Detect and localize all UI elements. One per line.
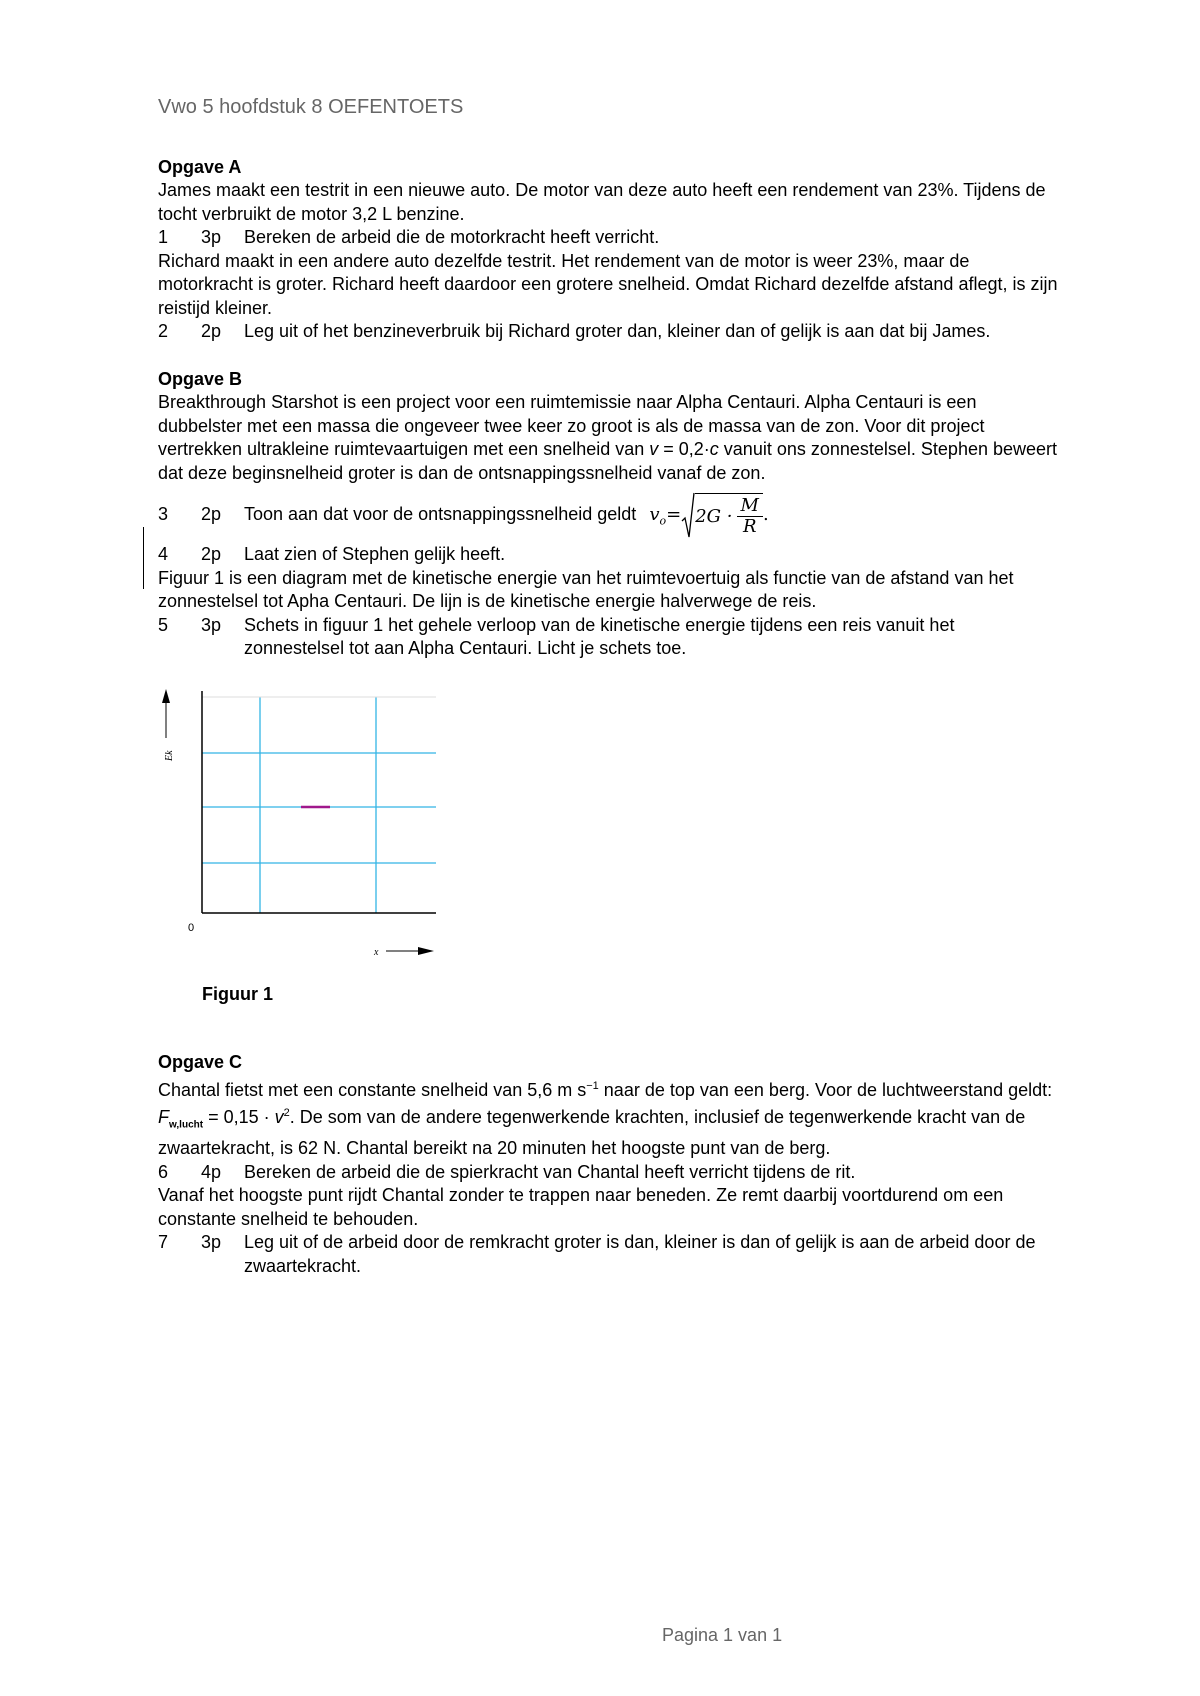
document-page [158,96,1058,1278]
question-4 [158,543,1058,567]
opgave-c-title: Opgave C [158,1052,243,1072]
question-3 [158,491,1058,539]
question-text: Leg uit of het benzineverbruik bij Richard groter dan, kleiner dan of gelijk is aan dat bij James. [244,321,991,341]
figure-caption: Figuur 1 [202,983,273,1004]
x-arrow-head [418,947,434,955]
question-6 [158,1161,1058,1185]
question-points: 2p [201,504,222,525]
question-text: Leg uit of de arbeid door de remkracht groter is dan, kleiner is dan of gelijk is aan de arbeid door de zwaartekracht. [244,1232,1036,1276]
question-number: 2 [158,321,169,341]
question-text: Bereken de arbeid die de spierkracht van Chantal heeft verricht tijdens de rit. [244,1161,856,1182]
question-5 [158,614,1058,661]
document-header: Vwo 5 hoofdstuk 8 OEFENTOETS [158,96,464,118]
question-points: 3p [201,227,222,247]
opgave-a-title: Opgave A [158,156,242,177]
question-points: 2p [201,321,222,341]
y-axis-label: Ek [164,749,175,761]
origin-label: 0 [188,921,195,934]
diagram-grid [202,697,436,913]
question-points: 3p [201,1232,222,1253]
opgave-a-middle-text: Richard maakt in een andere auto dezelfde testrit. Het rendement van de motor is weer 23%, maar de motorkracht is groter. Richard heeft daardoor een grotere snelheid. Omdat Richard dezelfde afstand aflegt, is zijn reistijd kleiner. [158,250,1058,318]
question-text: Laat zien of Stephen gelijk heeft. [244,544,506,564]
opgave-b-intro: Breakthrough Starshot is een project voor een ruimtemissie naar Alpha Centauri. Alpha Centauri is een dubbelster met een massa die ongeveer twee keer zo groot is als de massa van de zon. Voor dit project vertrekken ultrakleine ruimtevaartuigen met een snelheid van v = 0,2·c vanuit ons zonnestelsel. Stephen beweert dat deze beginsnelheid groter is dan de ontsnappingssnelheid vanaf de zon. [158,392,1058,483]
question-number: 1 [158,227,169,247]
question-points: 4p [201,1161,222,1182]
question-text: Schets in figuur 1 het gehele verloop van de kinetische energie tijdens een reis vanuit het zonnestelsel tot aan Alpha Centauri. Licht je schets toe. [244,614,955,658]
opgave-c-middle-text: Vanaf het hoogste punt rijdt Chantal zonder te trappen naar beneden. Ze remt daarbij voortdurend om een constante snelheid te behouden. [158,1185,1004,1229]
ek-diagram [158,683,458,973]
opgave-a-intro: James maakt een testrit in een nieuwe auto. De motor van deze auto heeft een rendement van 23%. Tijdens de tocht verbruikt de motor 3,2 L benzine. [158,180,1046,224]
question-text: Bereken de arbeid die de motorkracht heeft verricht. [244,227,660,247]
page-footer: Pagina 1 van 1 [662,1625,783,1645]
opgave-b-middle-text: Figuur 1 is een diagram met de kinetische energie van het ruimtevoertuig als functie van de afstand van het zonnestelsel tot Apha Centauri. De lijn is de kinetische energie halverwege de reis. [158,567,1014,611]
y-arrow-head [162,689,170,703]
x-axis-label: x [374,946,379,958]
question-text: Toon aan dat voor de ontsnappingssnelheid geldt [244,504,637,524]
opgave-c-intro: Chantal fietst met een constante snelheid van 5,6 m $s^{-1}$ naar de top van een berg. Voor de luchtweerstand geldt: $F_{w,lucht} = 0,15 \cdot v^2$. De som van de andere tegenwerkende krachten, inclusief de tegenwerkende kracht van de zwaartekracht, is 62 N. Chantal bereikt na 20 minuten het hoogste punt van de berg. [158,1079,1053,1159]
question-points: 3p [201,614,222,635]
escape-velocity-formula: $v_o=$ 2G · $\frac{M}{R}$ . [649,504,768,525]
question-number: 6 [158,1161,169,1182]
question-number: 4 [158,544,169,564]
revision-bar [143,527,144,589]
question-1 [158,226,1058,250]
opgave-b-title: Opgave B [158,368,243,389]
question-2 [158,320,1058,344]
question-points: 2p [201,544,222,564]
question-7 [158,1231,1058,1278]
question-number: 3 [158,504,169,525]
question-number: 7 [158,1232,169,1253]
question-number: 5 [158,614,169,635]
figure-1 [158,683,458,983]
square-root: 2G · $\frac{M}{R}$ [681,491,763,539]
